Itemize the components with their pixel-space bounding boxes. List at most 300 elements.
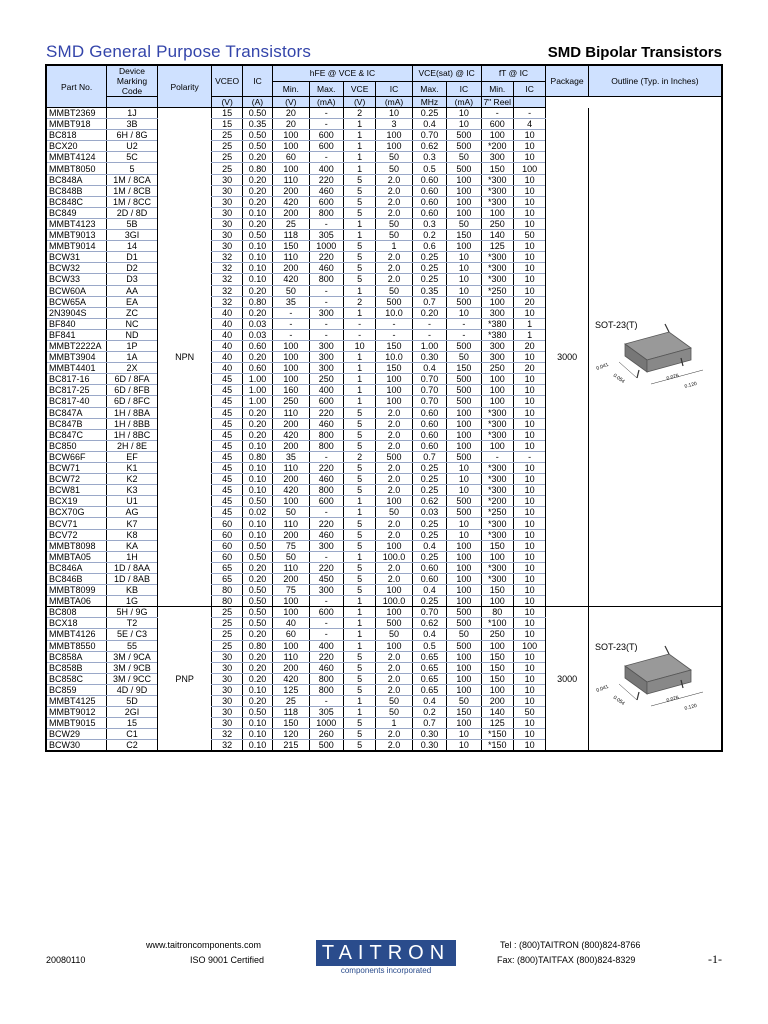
cell-value: - <box>309 695 343 706</box>
cell-value: 300 <box>481 307 513 318</box>
cell-value: *300 <box>481 418 513 429</box>
cell-value: 20 <box>273 108 309 119</box>
cell-value: 0.60 <box>412 429 446 440</box>
cell-value: 0.80 <box>242 640 272 651</box>
cell-value: 150 <box>447 363 481 374</box>
cell-value: 150 <box>481 585 513 596</box>
cell-value: 4 <box>513 119 545 130</box>
cell-value: 10 <box>513 740 545 752</box>
cell-value: - <box>343 329 375 340</box>
cell-value: 500 <box>447 130 481 141</box>
cell-marking: 3GI <box>107 230 158 241</box>
cell-part-no: BCW29 <box>46 729 107 740</box>
cell-value: 10 <box>513 407 545 418</box>
cell-value: 2.0 <box>376 252 412 263</box>
cell-value: 100 <box>481 385 513 396</box>
cell-marking: 1H / 8BC <box>107 429 158 440</box>
cell-value: 0.20 <box>242 695 272 706</box>
cell-value: 100 <box>481 207 513 218</box>
cell-value: - <box>376 329 412 340</box>
cell-value: 110 <box>273 651 309 662</box>
cell-marking: 1D / 8AB <box>107 573 158 584</box>
cell-value: - <box>273 307 309 318</box>
cell-value: 5 <box>343 740 375 752</box>
cell-value: 1 <box>343 285 375 296</box>
hdr-polarity: Polarity <box>157 65 212 108</box>
cell-value: 100 <box>447 585 481 596</box>
cell-value: 100 <box>481 440 513 451</box>
cell-part-no: BCW81 <box>46 485 107 496</box>
cell-value: 0.62 <box>412 141 446 152</box>
cell-value: 420 <box>273 196 309 207</box>
cell-part-no: MMBT4123 <box>46 218 107 229</box>
cell-value: 40 <box>212 329 242 340</box>
cell-value: 0.20 <box>242 218 272 229</box>
cell-value: 0.10 <box>242 740 272 752</box>
cell-value: 5 <box>343 662 375 673</box>
cell-value: 300 <box>481 152 513 163</box>
cell-value: 2.0 <box>376 573 412 584</box>
cell-part-no: BCW65A <box>46 296 107 307</box>
cell-part-no: BC847C <box>46 429 107 440</box>
cell-value: 50 <box>376 285 412 296</box>
cell-value: 100 <box>481 396 513 407</box>
cell-value: 1 <box>343 385 375 396</box>
cell-part-no: BC848C <box>46 196 107 207</box>
cell-value: 1 <box>343 640 375 651</box>
cell-value: 10 <box>513 418 545 429</box>
cell-value: 60 <box>273 629 309 640</box>
cell-value: 30 <box>212 230 242 241</box>
cell-value: 5 <box>343 263 375 274</box>
cell-value: 30 <box>212 673 242 684</box>
cell-value: 100 <box>273 607 309 618</box>
cell-value: 80 <box>212 596 242 607</box>
cell-part-no: BF841 <box>46 329 107 340</box>
cell-value: *300 <box>481 174 513 185</box>
cell-value: *200 <box>481 496 513 507</box>
cell-value: - <box>309 218 343 229</box>
cell-value: 50 <box>447 218 481 229</box>
cell-part-no: MMBT9014 <box>46 241 107 252</box>
cell-value: 5 <box>343 485 375 496</box>
cell-value: 500 <box>447 163 481 174</box>
cell-value: - <box>273 329 309 340</box>
cell-value: 2 <box>343 451 375 462</box>
cell-value: 0.7 <box>412 718 446 729</box>
cell-value: 10 <box>513 429 545 440</box>
cell-value: 200 <box>273 662 309 673</box>
cell-value: 0.20 <box>242 307 272 318</box>
cell-value: 800 <box>309 684 343 695</box>
cell-value: 600 <box>481 119 513 130</box>
cell-value: 0.10 <box>242 529 272 540</box>
cell-value: 1 <box>343 307 375 318</box>
doc-date: 20080110 <box>46 955 86 965</box>
cell-part-no: BCW33 <box>46 274 107 285</box>
cell-value: 10 <box>513 263 545 274</box>
cell-value: 110 <box>273 407 309 418</box>
cell-value: - <box>309 108 343 119</box>
cell-value: 10 <box>513 629 545 640</box>
cell-value: 305 <box>309 230 343 241</box>
cell-value: 45 <box>212 451 242 462</box>
cell-value: - <box>447 329 481 340</box>
cell-value: *300 <box>481 562 513 573</box>
cell-marking: 2H / 8E <box>107 440 158 451</box>
cell-value: 15 <box>212 108 242 119</box>
cell-value: 0.10 <box>242 718 272 729</box>
cell-value: 420 <box>273 429 309 440</box>
cell-value: 0.20 <box>242 662 272 673</box>
cell-part-no: MMBT8550 <box>46 640 107 651</box>
cell-marking: U2 <box>107 141 158 152</box>
cell-value: 2.0 <box>376 174 412 185</box>
cell-value: 20 <box>513 363 545 374</box>
cell-value: 600 <box>309 196 343 207</box>
cell-part-no: BC858B <box>46 662 107 673</box>
cell-value: 0.20 <box>242 185 272 196</box>
cell-value: 400 <box>309 385 343 396</box>
cell-value: 10 <box>513 185 545 196</box>
cell-value: 1 <box>513 318 545 329</box>
cell-value: 25 <box>212 640 242 651</box>
cell-value: 1 <box>343 352 375 363</box>
cell-value: 0.50 <box>242 496 272 507</box>
cell-value: 5 <box>343 518 375 529</box>
cell-value: 0.25 <box>412 463 446 474</box>
cell-value: 40 <box>212 318 242 329</box>
cell-marking: 1H / 8BA <box>107 407 158 418</box>
cell-value: 0.20 <box>242 651 272 662</box>
cell-value: - <box>481 451 513 462</box>
cell-value: 100.0 <box>376 551 412 562</box>
cell-package: 3000 <box>546 607 589 752</box>
cell-value: - <box>309 551 343 562</box>
cell-value: 0.4 <box>412 695 446 706</box>
cell-part-no: MMBT9015 <box>46 718 107 729</box>
cell-value: 45 <box>212 507 242 518</box>
cell-part-no: MMBTA06 <box>46 596 107 607</box>
cell-part-no: BCV71 <box>46 518 107 529</box>
cell-marking: 6D / 8FA <box>107 374 158 385</box>
cell-marking: 5D <box>107 695 158 706</box>
cell-value: 10 <box>513 729 545 740</box>
cell-value: 600 <box>309 607 343 618</box>
cell-value: 5 <box>343 718 375 729</box>
cell-value: 300 <box>309 363 343 374</box>
cell-value: *300 <box>481 274 513 285</box>
cell-part-no: MMBT9012 <box>46 707 107 718</box>
cell-value: 40 <box>212 307 242 318</box>
cell-value: 0.50 <box>242 707 272 718</box>
cell-value: 150 <box>376 340 412 351</box>
cell-value: 50 <box>376 152 412 163</box>
cell-value: 0.50 <box>242 230 272 241</box>
cell-marking: 3B <box>107 119 158 130</box>
cell-marking: AA <box>107 285 158 296</box>
cell-value: 0.25 <box>412 274 446 285</box>
cell-marking: D2 <box>107 263 158 274</box>
cell-value: 25 <box>273 695 309 706</box>
cell-value: 40 <box>273 618 309 629</box>
hdr-hfe-max: Max. <box>309 81 343 96</box>
cell-value: 5 <box>343 540 375 551</box>
cell-value: 800 <box>309 485 343 496</box>
cell-value: 1 <box>343 551 375 562</box>
cell-value: 35 <box>273 451 309 462</box>
cell-value: 0.80 <box>242 163 272 174</box>
cell-value: 100 <box>513 163 545 174</box>
cell-value: - <box>273 318 309 329</box>
cell-value: 0.25 <box>412 485 446 496</box>
cell-value: 100.0 <box>376 596 412 607</box>
cell-value: 0.20 <box>242 352 272 363</box>
cell-value: *100 <box>481 618 513 629</box>
cell-value: 1.00 <box>242 385 272 396</box>
cell-value: 0.10 <box>242 263 272 274</box>
cell-value: 30 <box>212 651 242 662</box>
cell-value: 460 <box>309 418 343 429</box>
cell-marking: 4D / 9D <box>107 684 158 695</box>
cell-value: 30 <box>212 207 242 218</box>
cell-value: 100 <box>447 651 481 662</box>
hdr-vce: VCE <box>343 81 375 96</box>
website-link[interactable]: www.taitroncomponents.com <box>146 940 262 950</box>
logo-subtext: components incorporated <box>340 966 432 975</box>
cell-value: 30 <box>212 718 242 729</box>
cell-value: 100 <box>273 163 309 174</box>
cell-value: 200 <box>273 440 309 451</box>
cell-marking: K1 <box>107 463 158 474</box>
cell-part-no: BC858A <box>46 651 107 662</box>
cell-value: 200 <box>273 207 309 218</box>
cell-value: 2.0 <box>376 263 412 274</box>
cell-part-no: BCX19 <box>46 496 107 507</box>
hdr-unit: MHz <box>412 97 446 108</box>
cell-value: 0.20 <box>242 152 272 163</box>
cell-part-no: BC850 <box>46 440 107 451</box>
cell-value: 0.30 <box>412 740 446 752</box>
cell-value: 220 <box>309 463 343 474</box>
cell-value: 75 <box>273 585 309 596</box>
cell-value: 10 <box>513 385 545 396</box>
cell-value: 80 <box>481 607 513 618</box>
cell-value: 0.25 <box>412 596 446 607</box>
hdr-unit: 7" Reel <box>481 97 513 108</box>
cell-value: 800 <box>309 440 343 451</box>
cell-part-no: BF840 <box>46 318 107 329</box>
cell-package: 3000 <box>546 108 589 607</box>
cell-value: 2.0 <box>376 207 412 218</box>
cell-value: 5 <box>343 440 375 451</box>
cell-value: 500 <box>309 740 343 752</box>
cell-value: 100 <box>447 440 481 451</box>
cell-marking: 14 <box>107 241 158 252</box>
cell-marking: 2GI <box>107 707 158 718</box>
cell-value: 220 <box>309 252 343 263</box>
cell-value: 32 <box>212 274 242 285</box>
cell-part-no: MMBT2222A <box>46 340 107 351</box>
cell-part-no: MMBTA05 <box>46 551 107 562</box>
cell-value: 0.20 <box>242 573 272 584</box>
cell-part-no: BC848B <box>46 185 107 196</box>
cell-value: 100 <box>447 673 481 684</box>
cell-value: 30 <box>212 174 242 185</box>
hdr-unit: (mA) <box>376 97 412 108</box>
cell-value: 150 <box>481 651 513 662</box>
cell-value: 0.50 <box>242 108 272 119</box>
cell-value: 500 <box>447 507 481 518</box>
cell-value: 0.65 <box>412 651 446 662</box>
cell-value: 25 <box>273 218 309 229</box>
cell-value: 45 <box>212 407 242 418</box>
cell-value: 20 <box>273 119 309 130</box>
hdr-ic: IC <box>242 65 272 97</box>
cell-value: 0.80 <box>242 296 272 307</box>
cell-part-no: MMBT4124 <box>46 152 107 163</box>
cell-value: 10 <box>513 684 545 695</box>
cell-value: 118 <box>273 707 309 718</box>
cell-value: - <box>309 285 343 296</box>
cell-value: 0.50 <box>242 596 272 607</box>
cell-value: 2.0 <box>376 274 412 285</box>
cell-value: - <box>309 296 343 307</box>
cell-value: 0.50 <box>242 540 272 551</box>
cell-value: 50 <box>273 285 309 296</box>
hdr-hfe-min: Min. <box>273 81 309 96</box>
cell-marking: 5B <box>107 218 158 229</box>
cell-value: 40 <box>212 363 242 374</box>
cell-value: - <box>309 119 343 130</box>
cell-value: 100 <box>273 340 309 351</box>
cell-value: 50 <box>513 230 545 241</box>
cell-marking: K7 <box>107 518 158 529</box>
cell-marking: C1 <box>107 729 158 740</box>
cell-value: 1 <box>343 618 375 629</box>
cell-marking: 1M / 8CC <box>107 196 158 207</box>
cell-part-no: BC849 <box>46 207 107 218</box>
cell-value: 2.0 <box>376 429 412 440</box>
cell-value: 10 <box>513 352 545 363</box>
cell-value: 0.3 <box>412 218 446 229</box>
cell-value: 100 <box>481 296 513 307</box>
cell-value: 10 <box>513 662 545 673</box>
cell-value: 500 <box>376 451 412 462</box>
cell-value: *300 <box>481 185 513 196</box>
cell-value: 100 <box>447 241 481 252</box>
cell-value: 100 <box>376 374 412 385</box>
cell-marking: 6D / 8FC <box>107 396 158 407</box>
cell-value: 40 <box>212 352 242 363</box>
cell-value: 460 <box>309 474 343 485</box>
cell-value: *250 <box>481 285 513 296</box>
cell-value: 0.4 <box>412 119 446 130</box>
cell-value: 250 <box>273 396 309 407</box>
cell-value: 100 <box>376 385 412 396</box>
cell-value: 30 <box>212 695 242 706</box>
cell-value: 0.25 <box>412 252 446 263</box>
cell-value: 150 <box>447 707 481 718</box>
cell-value: 10 <box>447 252 481 263</box>
cell-value: 300 <box>481 352 513 363</box>
cell-value: 150 <box>376 363 412 374</box>
svg-text:0.076: 0.076 <box>665 373 680 383</box>
cell-marking: U1 <box>107 496 158 507</box>
cell-value: - <box>376 318 412 329</box>
cell-value: 420 <box>273 274 309 285</box>
cell-value: 460 <box>309 529 343 540</box>
logo-text: TAITRON <box>321 942 451 964</box>
cell-value: 200 <box>273 185 309 196</box>
cell-value: 0.20 <box>242 562 272 573</box>
cell-part-no: MMBT8050 <box>46 163 107 174</box>
cell-value: 1 <box>376 241 412 252</box>
svg-text:0.120: 0.120 <box>683 381 698 391</box>
cell-value: 100 <box>273 640 309 651</box>
iso-cert: ISO 9001 Certified <box>190 955 265 965</box>
cell-value: 10 <box>513 673 545 684</box>
cell-value: 5 <box>343 463 375 474</box>
cell-part-no: MMBT4401 <box>46 363 107 374</box>
cell-value: 500 <box>447 296 481 307</box>
cell-value: 460 <box>309 185 343 196</box>
cell-value: 45 <box>212 440 242 451</box>
cell-marking: ZC <box>107 307 158 318</box>
cell-value: 0.10 <box>242 684 272 695</box>
cell-value: 5 <box>343 418 375 429</box>
cell-marking: T2 <box>107 618 158 629</box>
cell-value: 32 <box>212 296 242 307</box>
table-row <box>46 607 722 618</box>
svg-text:0.076: 0.076 <box>665 695 680 705</box>
cell-value: 10 <box>513 718 545 729</box>
cell-value: 10 <box>513 374 545 385</box>
cell-value: 0.60 <box>242 340 272 351</box>
cell-value: 140 <box>481 707 513 718</box>
cell-value: 110 <box>273 518 309 529</box>
cell-value: 65 <box>212 573 242 584</box>
cell-value: 10 <box>447 263 481 274</box>
cell-value: 10 <box>513 196 545 207</box>
cell-value: 150 <box>481 163 513 174</box>
hdr-unit: (V) <box>273 97 309 108</box>
cell-value: 2.0 <box>376 463 412 474</box>
cell-value: 50 <box>447 695 481 706</box>
cell-value: 35 <box>273 296 309 307</box>
cell-marking: ND <box>107 329 158 340</box>
cell-value: 150 <box>273 718 309 729</box>
cell-value: 1 <box>343 230 375 241</box>
cell-marking: 6D / 8FB <box>107 385 158 396</box>
cell-value: 100 <box>447 207 481 218</box>
cell-value: 10 <box>513 207 545 218</box>
cell-value: 50 <box>273 551 309 562</box>
cell-value: 5 <box>343 274 375 285</box>
cell-value: 10 <box>513 585 545 596</box>
cell-value: *300 <box>481 573 513 584</box>
cell-value: 0.10 <box>242 241 272 252</box>
cell-value: 30 <box>212 241 242 252</box>
cell-value: 10 <box>513 396 545 407</box>
cell-marking: 5H / 9G <box>107 607 158 618</box>
tel-number: Tel : (800)TAITRON (800)824-8766 <box>500 940 641 950</box>
cell-value: 50 <box>376 163 412 174</box>
fax-number: Fax: (800)TAITFAX (800)824-8329 <box>497 955 636 965</box>
cell-value: 100 <box>481 684 513 695</box>
cell-value: 1 <box>343 152 375 163</box>
cell-value: 0.50 <box>242 551 272 562</box>
